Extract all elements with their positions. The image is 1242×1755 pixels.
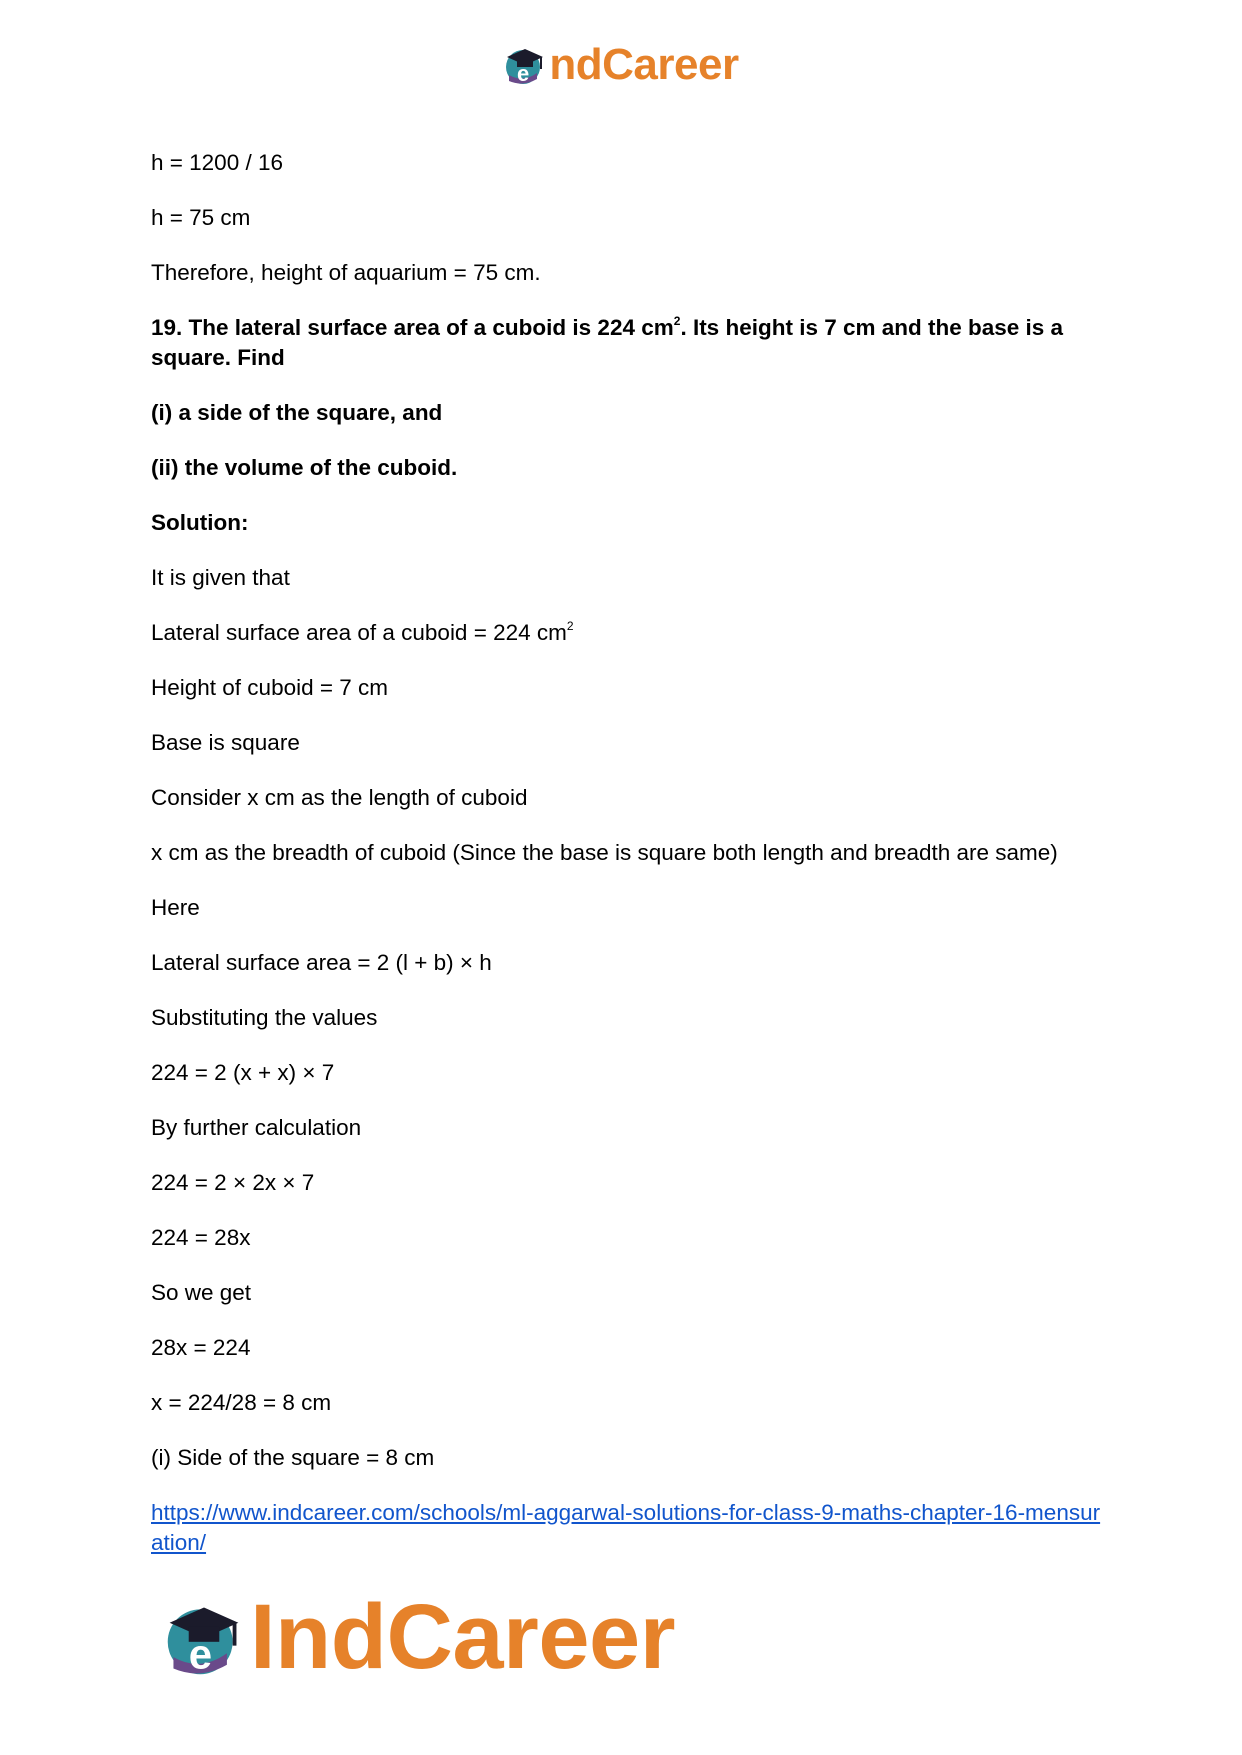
footer-logo [162, 1585, 675, 1690]
text-line: By further calculation [151, 1115, 362, 1140]
text-line: It is given that [151, 565, 290, 590]
text-line: So we get [151, 1280, 252, 1305]
text-line: h = 1200 / 16 [151, 150, 283, 175]
question-19: 19. The lateral surface area of a cuboid is 224 $cm^2$. Its height is 7 cm and the base is a square. Find [151, 314, 1064, 370]
svg-text:e: e [188, 1630, 213, 1678]
text-line: 224 = 2 (x + x) × 7 [151, 1060, 335, 1085]
text-line: (i) Side of the square = 8 cm [151, 1445, 435, 1470]
text-line: Height of cuboid = 7 cm [151, 675, 389, 700]
text-line: Base is square [151, 730, 300, 755]
graduation-cap-logo-icon [503, 43, 547, 87]
text-line: Lateral surface area = 2 (l + b) × h [151, 950, 492, 975]
text-line: Lateral surface area of a cuboid = 224 $cm^2$ [151, 619, 574, 645]
indcareer-logo [503, 40, 738, 90]
text-line: Here [151, 895, 200, 920]
header-logo [0, 40, 1242, 92]
solution-heading: Solution: [151, 510, 249, 535]
graduation-cap-logo-icon [162, 1596, 246, 1680]
text-line: 28x = 224 [151, 1335, 251, 1360]
logo-wordmark: ndCareer [549, 40, 739, 89]
text-line: 224 = 28x [151, 1225, 251, 1250]
text-line: x = 224/28 = 8 cm [151, 1390, 332, 1415]
text-line: h = 75 cm [151, 205, 251, 230]
text-line: Therefore, height of aquarium = 75 cm. [151, 260, 541, 285]
source-link[interactable]: https://www.indcareer.com/schools/ml-aggarwal-solutions-for-class-9-maths-chapter-16-mensuration/ [151, 1500, 1101, 1555]
text-line: 224 = 2 × 2x × 7 [151, 1170, 315, 1195]
logo-wordmark: IndCareer [250, 1586, 675, 1688]
text-line: Consider x cm as the length of cuboid [151, 785, 528, 810]
question-19-part-i: (i) a side of the square, and [151, 400, 443, 425]
document-body [151, 148, 1101, 1558]
text-line: Substituting the values [151, 1005, 378, 1030]
indcareer-logo-large [162, 1585, 675, 1690]
question-19-part-ii: (ii) the volume of the cuboid. [151, 455, 458, 480]
text-line: x cm as the breadth of cuboid (Since the base is square both length and breadth are same) [151, 840, 1058, 865]
svg-text:e: e [517, 61, 530, 86]
